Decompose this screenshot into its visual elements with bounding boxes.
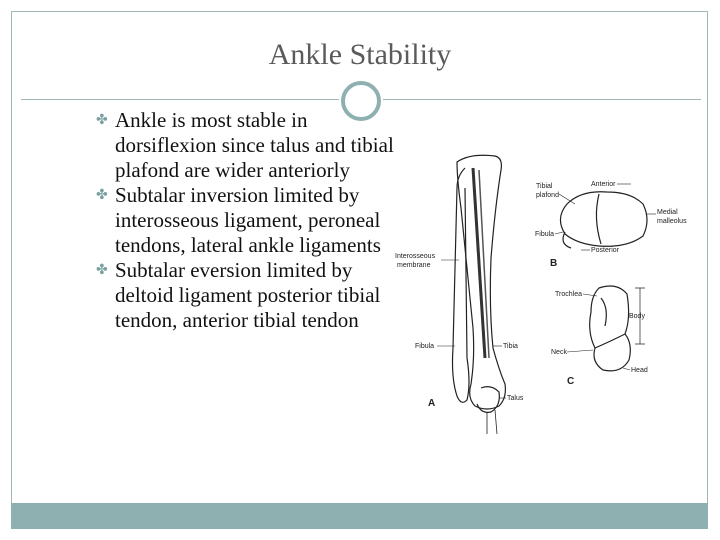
label-malleolus: malleolus bbox=[657, 218, 687, 225]
label-medial: Medial bbox=[657, 209, 678, 216]
label-membrane: membrane bbox=[397, 262, 431, 269]
label-fibula: Fibula bbox=[415, 343, 435, 350]
label-interosseous: Interosseous bbox=[395, 253, 436, 260]
slide-title: Ankle Stability bbox=[268, 38, 452, 71]
label-plafond: plafond bbox=[536, 192, 559, 199]
title-divider-left bbox=[21, 99, 339, 100]
panel-a-label: A bbox=[428, 398, 436, 409]
tibia-fibula-drawing bbox=[453, 155, 506, 434]
label-head: Head bbox=[631, 367, 648, 374]
label-tibia: Tibia bbox=[503, 343, 518, 350]
label-talus: Talus bbox=[507, 395, 524, 402]
bullet-text: Subtalar inversion limited by interosseous ligament, peroneal tendons, lateral ankle ligaments bbox=[115, 183, 381, 257]
ankle-anatomy-figure bbox=[395, 148, 695, 438]
leader-line bbox=[555, 232, 563, 234]
panel-c-label: C bbox=[567, 376, 575, 387]
bullet-text: Ankle is most stable in dorsiflexion since talus and tibial plafond are wider anteriorly bbox=[115, 108, 394, 182]
bullet-item bbox=[96, 108, 396, 183]
label-neck: Neck bbox=[551, 349, 567, 356]
label-anterior: Anterior bbox=[591, 181, 616, 188]
bullet-icon: ✤ bbox=[96, 263, 108, 278]
bullet-item bbox=[96, 183, 396, 258]
talus-lateral-drawing bbox=[590, 286, 631, 371]
leader-line bbox=[567, 350, 593, 352]
slide-footer-band bbox=[11, 503, 708, 529]
label-body: Body bbox=[629, 313, 645, 320]
bullet-icon: ✤ bbox=[96, 188, 108, 203]
label-tibial: Tibial bbox=[536, 183, 553, 190]
talus-superior-drawing bbox=[560, 192, 647, 248]
panel-b-label: B bbox=[550, 258, 558, 269]
bullet-list bbox=[96, 108, 396, 333]
bullet-text: Subtalar eversion limited by deltoid ligament posterior tibial tendon, anterior tibial tendon bbox=[115, 258, 381, 332]
bullet-item bbox=[96, 258, 396, 333]
label-posterior: Posterior bbox=[591, 247, 620, 254]
title-divider-right bbox=[383, 99, 701, 100]
leader-line bbox=[623, 368, 630, 370]
label-fibula-b: Fibula bbox=[535, 231, 555, 238]
bullet-icon: ✤ bbox=[96, 113, 108, 128]
label-trochlea: Trochlea bbox=[555, 291, 582, 298]
